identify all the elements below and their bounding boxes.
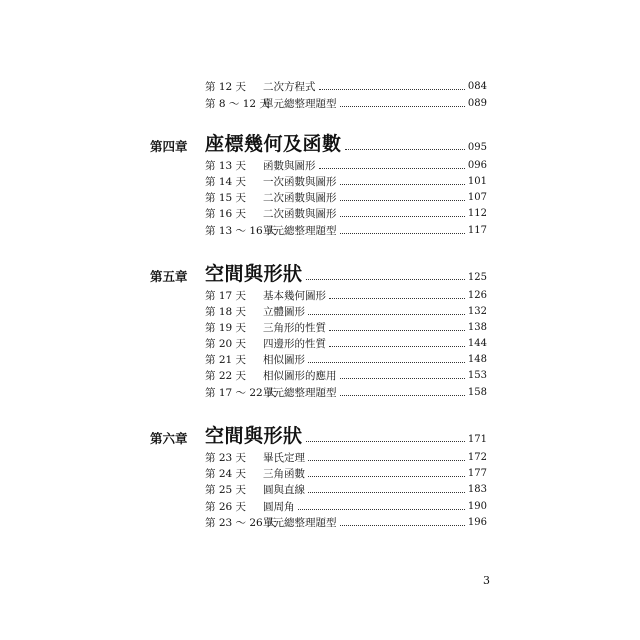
dot-leader <box>340 377 465 379</box>
chapter-heading <box>150 423 487 447</box>
entry-title: 畢氏定理 <box>263 452 305 464</box>
chapter-title: 空間與形狀 <box>205 425 303 447</box>
chapter-page: 125 <box>467 272 487 283</box>
entry-title: 四邊形的性質 <box>263 338 326 350</box>
chapter-page: 171 <box>467 434 487 445</box>
entry-page: 132 <box>467 306 487 317</box>
toc-entry <box>205 464 487 480</box>
toc-entry <box>205 286 487 302</box>
page-number: 3 <box>483 574 490 587</box>
dot-leader <box>329 329 465 331</box>
entry-page: 096 <box>467 160 487 171</box>
chapter-number: 第五章 <box>150 269 188 284</box>
entry-title: 三角形的性質 <box>263 322 326 334</box>
dot-leader <box>306 440 465 442</box>
chapter-heading <box>150 261 487 285</box>
entry-page: 144 <box>467 338 487 349</box>
dot-leader <box>319 167 465 169</box>
dot-leader <box>340 524 465 526</box>
entry-day: 第 22 天 <box>205 370 247 382</box>
dot-leader <box>308 361 465 363</box>
entry-day: 第 13 ～ 16 天 <box>205 225 277 237</box>
entry-day: 第 24 天 <box>205 468 247 480</box>
dot-leader <box>329 297 465 299</box>
dot-leader <box>345 148 465 150</box>
toc-entry <box>205 513 487 529</box>
dot-leader <box>340 232 465 234</box>
toc-entry <box>205 77 487 93</box>
entry-title: 相似圖形 <box>263 354 305 366</box>
entry-page: 101 <box>467 176 487 187</box>
toc-entry <box>205 94 487 110</box>
toc-entry <box>205 350 487 366</box>
dot-leader <box>340 105 465 107</box>
entry-day: 第 13 天 <box>205 160 247 172</box>
entry-day: 第 25 天 <box>205 484 247 496</box>
entry-title: 單元總整理題型 <box>263 387 337 399</box>
dot-leader <box>308 491 465 493</box>
entry-title: 二次函數與圖形 <box>263 208 337 220</box>
entry-title: 一次函數與圖形 <box>263 176 337 188</box>
toc-entry <box>205 497 487 513</box>
toc-entry <box>205 302 487 318</box>
entry-title: 圓與直線 <box>263 484 305 496</box>
entry-page: 153 <box>467 370 487 381</box>
entry-title: 圓周角 <box>263 501 295 513</box>
dot-leader <box>319 88 465 90</box>
entry-day: 第 20 天 <box>205 338 247 350</box>
entry-day: 第 21 天 <box>205 354 247 366</box>
entry-day: 第 23 ～ 26 天 <box>205 517 277 529</box>
entry-day: 第 14 天 <box>205 176 247 188</box>
entry-day: 第 15 天 <box>205 192 247 204</box>
chapter-heading <box>150 131 487 155</box>
entry-page: 089 <box>467 98 487 109</box>
entry-page: 107 <box>467 192 487 203</box>
entry-day: 第 26 天 <box>205 501 247 513</box>
entry-page: 172 <box>467 452 487 463</box>
toc-entry <box>205 366 487 382</box>
toc-entry <box>205 204 487 220</box>
entry-title: 基本幾何圖形 <box>263 290 326 302</box>
entry-day: 第 8 ～ 12 天 <box>205 98 270 110</box>
entry-page: 183 <box>467 484 487 495</box>
toc-entry <box>205 318 487 334</box>
chapter-title: 空間與形狀 <box>205 263 303 285</box>
dot-leader <box>298 508 465 510</box>
entry-day: 第 16 天 <box>205 208 247 220</box>
entry-day: 第 23 天 <box>205 452 247 464</box>
entry-title: 單元總整理題型 <box>263 98 337 110</box>
toc-entry <box>205 156 487 172</box>
entry-page: 148 <box>467 354 487 365</box>
dot-leader <box>308 459 465 461</box>
toc-entry <box>205 334 487 350</box>
toc-entry <box>205 480 487 496</box>
chapter-title: 座標幾何及函數 <box>205 133 342 155</box>
toc-entry <box>205 221 487 237</box>
chapter-page: 095 <box>467 142 487 153</box>
entry-day: 第 17 ～ 22 天 <box>205 387 277 399</box>
toc-entry <box>205 172 487 188</box>
dot-leader <box>308 475 465 477</box>
entry-day: 第 17 天 <box>205 290 247 302</box>
entry-title: 三角函數 <box>263 468 305 480</box>
entry-page: 138 <box>467 322 487 333</box>
entry-page: 112 <box>467 208 487 219</box>
toc-entry <box>205 448 487 464</box>
entry-page: 177 <box>467 468 487 479</box>
entry-title: 相似圖形的應用 <box>263 370 337 382</box>
entry-page: 117 <box>467 225 487 236</box>
entry-title: 二次函數與圖形 <box>263 192 337 204</box>
entry-page: 190 <box>467 501 487 512</box>
dot-leader <box>308 313 465 315</box>
entry-title: 函數與圖形 <box>263 160 316 172</box>
toc-entry <box>205 383 487 399</box>
entry-page: 158 <box>467 387 487 398</box>
chapter-number: 第四章 <box>150 139 188 154</box>
toc-entry <box>205 188 487 204</box>
dot-leader <box>340 183 465 185</box>
dot-leader <box>340 199 465 201</box>
dot-leader <box>306 278 465 280</box>
entry-page: 126 <box>467 290 487 301</box>
entry-page: 084 <box>467 81 487 92</box>
entry-title: 單元總整理題型 <box>263 517 337 529</box>
entry-title: 立體圖形 <box>263 306 305 318</box>
dot-leader <box>340 215 465 217</box>
entry-day: 第 12 天 <box>205 81 247 93</box>
entry-day: 第 18 天 <box>205 306 247 318</box>
entry-day: 第 19 天 <box>205 322 247 334</box>
entry-page: 196 <box>467 517 487 528</box>
entry-title: 單元總整理題型 <box>263 225 337 237</box>
entry-title: 二次方程式 <box>263 81 316 93</box>
dot-leader <box>340 394 465 396</box>
dot-leader <box>329 345 465 347</box>
chapter-number: 第六章 <box>150 431 188 446</box>
